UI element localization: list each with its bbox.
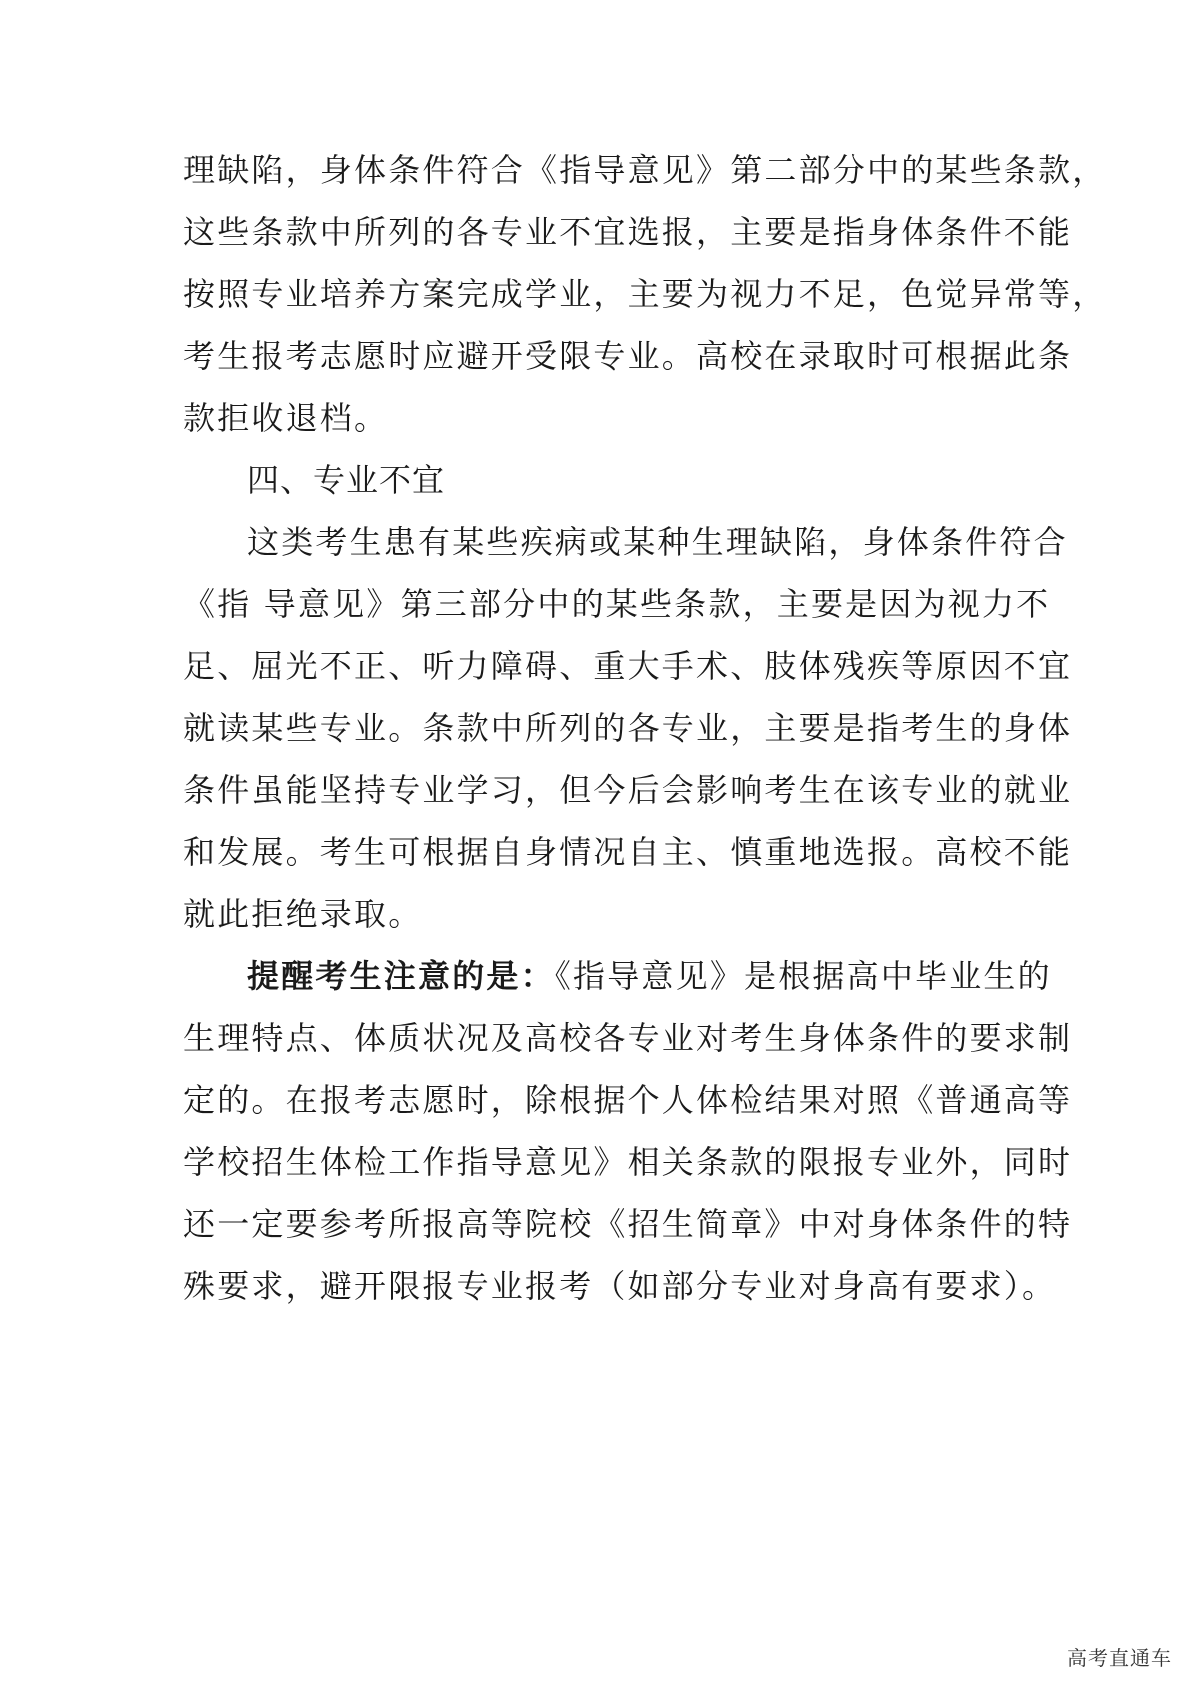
paragraph-line: 学校招生体检工作指导意见》相关条款的限报专业外，同时 — [183, 1143, 1073, 1181]
paragraph-line: 这些条款中所列的各专业不宜选报，主要是指身体条件不能 — [183, 213, 1073, 251]
paragraph-line: 理缺陷，身体条件符合《指导意见》第二部分中的某些条款， — [183, 151, 1107, 189]
paragraph-line: 考生报考志愿时应避开受限专业。高校在录取时可根据此条 — [183, 337, 1073, 375]
section-heading-4 — [183, 449, 1023, 511]
paragraph-line: 条件虽能坚持专业学习，但今后会影响考生在该专业的就业 — [183, 771, 1073, 809]
paragraph-line: 这类考生患有某些疾病或某种生理缺陷，身体条件符合 — [247, 523, 1068, 561]
reminder-bold-lead: 提醒考生注意的是： — [247, 957, 555, 995]
paragraph-physical-restriction — [183, 139, 1107, 449]
section-heading-text: 四、专业不宜 — [247, 461, 446, 499]
paragraph-line: 生理特点、体质状况及高校各专业对考生身体条件的要求制 — [183, 1019, 1073, 1057]
reminder-first-line-rest: 《指导意见》是根据高中毕业生的 — [554, 957, 1052, 995]
watermark-text: 高考直通车 — [1067, 1646, 1172, 1670]
paragraph-line: 和发展。考生可根据自身情况自主、慎重地选报。高校不能 — [183, 833, 1073, 871]
paragraph-line: 还一定要参考所报高等院校《招生简章》中对身体条件的特 — [183, 1205, 1073, 1243]
paragraph-reminder — [183, 945, 1073, 1317]
paragraph-line: 就此拒绝录取。 — [183, 895, 423, 933]
reminder-first-line — [183, 945, 1052, 1007]
paragraph-line: 定的。在报考志愿时，除根据个人体检结果对照《普通高等 — [183, 1081, 1073, 1119]
paragraph-line: 殊要求，避开限报专业报考（如部分专业对身高有要求）。 — [183, 1267, 1057, 1305]
paragraph-line: 按照专业培养方案完成学业，主要为视力不足，色觉异常等， — [183, 275, 1107, 313]
paragraph-line: 就读某些专业。条款中所列的各专业，主要是指考生的身体 — [183, 709, 1073, 747]
paragraph-major-unsuitable — [183, 511, 1073, 945]
paragraph-line: 《指 导意见》第三部分中的某些条款，主要是因为视力不 — [183, 585, 1051, 623]
paragraph-line: 足、屈光不正、听力障碍、重大手术、肢体残疾等原因不宜 — [183, 647, 1073, 685]
paragraph-line: 款拒收退档。 — [183, 399, 389, 437]
